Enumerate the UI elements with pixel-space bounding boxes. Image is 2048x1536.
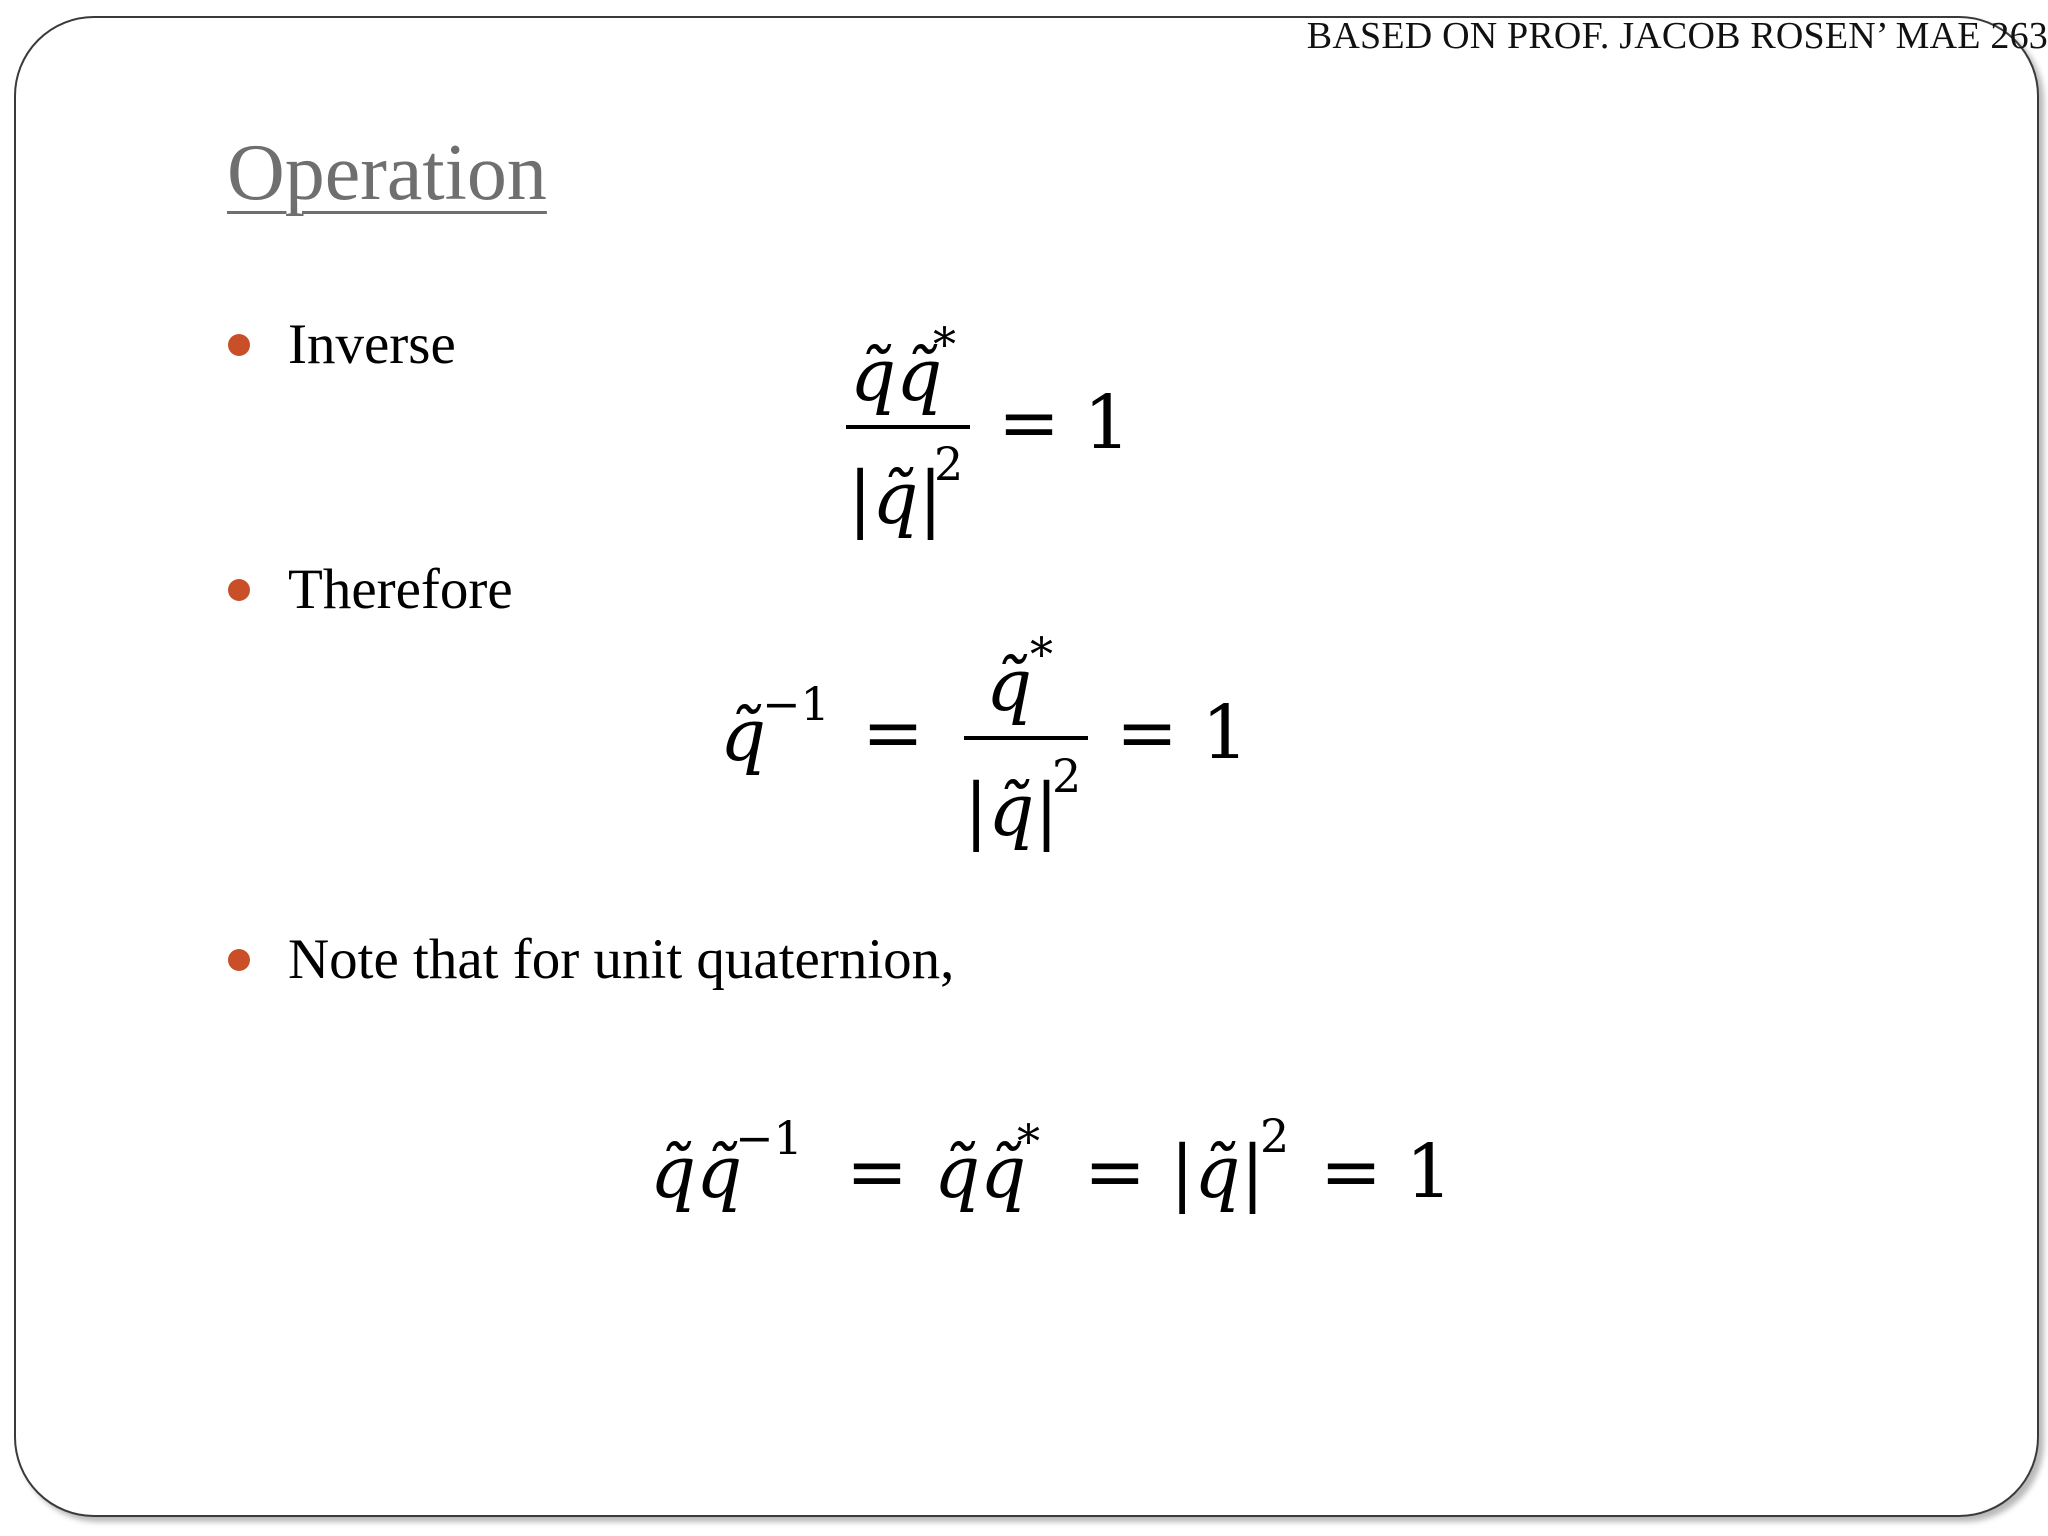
bullet-label: Note that for unit quaternion, xyxy=(288,928,955,991)
eq3-term-2-superscript: * xyxy=(1017,1114,1040,1168)
eq3-term-2: q̃q̃ xyxy=(934,1130,1027,1214)
header-credit: BASED ON PROF. JACOB ROSEN’ MAE 263 xyxy=(1306,15,2048,57)
eq1-numerator: q̃q̃ xyxy=(850,333,943,417)
eq3-term-3: |q̃| xyxy=(1170,1130,1265,1214)
eq2-left-superscript: −1 xyxy=(762,677,830,731)
eq2-denominator-superscript: 2 xyxy=(1052,749,1082,803)
eq1-denominator-superscript: 2 xyxy=(934,437,964,491)
eq2-numerator: q̃ xyxy=(986,643,1033,727)
eq1-numerator-superscript: * xyxy=(933,317,956,371)
eq2-left-side: q̃ xyxy=(720,693,767,777)
eq3-term-1-superscript: −1 xyxy=(735,1111,803,1165)
eq3-equals-a: = xyxy=(846,1129,909,1215)
eq3-equals-b: = xyxy=(1084,1129,1147,1215)
bullet-label: Therefore xyxy=(288,558,513,621)
eq1-right-side: = 1 xyxy=(998,380,1131,466)
eq1-denominator: |q̃| xyxy=(848,456,943,540)
eq3-right-side: = 1 xyxy=(1320,1129,1453,1215)
eq2-right-side: = 1 xyxy=(1116,690,1249,776)
slide-title: Operation xyxy=(227,129,547,217)
equation-unit-quaternion xyxy=(650,1109,1453,1215)
eq3-term-3-superscript: 2 xyxy=(1260,1109,1290,1163)
eq2-equals: = xyxy=(862,690,925,776)
equation-inverse-definition xyxy=(846,317,1131,540)
eq3-term-1: q̃q̃ xyxy=(650,1130,743,1214)
eq2-numerator-superscript: * xyxy=(1030,627,1053,681)
bullet-label: Inverse xyxy=(288,313,456,376)
equation-inverse-formula xyxy=(720,627,1249,852)
eq2-denominator: |q̃| xyxy=(964,768,1059,852)
